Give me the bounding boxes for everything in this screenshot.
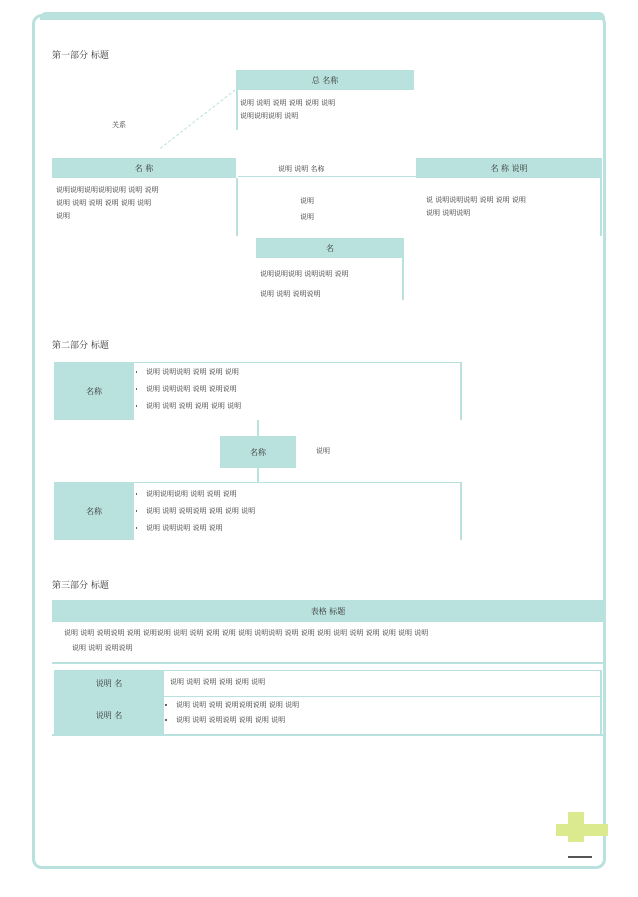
left-box-body <box>56 184 236 234</box>
section-2-mid-label: 名称 <box>220 436 296 468</box>
right-box-line: 说 说明说明说明 说明 说明 说明 <box>426 196 526 204</box>
box-1-top-rule <box>134 362 462 363</box>
table-row-sep <box>164 696 602 697</box>
middle-rule <box>238 176 416 177</box>
right-box-line: 说明 说明说明 <box>426 209 471 217</box>
table-bottom-rule <box>52 734 604 736</box>
middle-word-2: 说明 <box>300 213 314 221</box>
top-box-line: 说明说明说明 说明 <box>240 112 299 120</box>
dashed-connector-label: 关系 <box>112 121 126 129</box>
section-2-box-2-label: 名称 <box>54 482 134 540</box>
list-item: • 说明 说明 说明说明 说明 说明 说明 <box>146 503 462 520</box>
top-box-body <box>240 97 420 137</box>
list-item: • 说明 说明 说明 说明 说明 说明 <box>146 398 462 415</box>
list-item: • 说明说明说明 说明 说明 说明 <box>146 486 462 503</box>
list-item: • 说明 说明说明 说明 说明 <box>146 520 462 537</box>
table-note-line-2: 说明 说明 说明说明 <box>72 644 133 652</box>
middle-label: 说明 说明 名称 <box>278 165 325 173</box>
table-row-2-line: • 说明 说明 说明 说明说明说明 说明 说明 <box>176 698 600 713</box>
list-item: • 说明 说明说明 说明 说明说明 <box>146 381 462 398</box>
section-1-title: 第一部分 标题 <box>52 51 109 61</box>
left-box-line: 说明 <box>56 212 70 220</box>
bottom-box-line: 说明 说明 说明说明 <box>260 290 321 298</box>
corner-decoration-bar <box>556 824 608 836</box>
section-2-mid-side: 说明 <box>316 447 330 455</box>
table-right-border <box>600 670 602 734</box>
bottom-box-line: 说明说明说明 说明说明 说明 <box>260 270 349 278</box>
right-box-body <box>426 194 602 230</box>
table-row-1-label: 说明 名 <box>54 670 164 696</box>
table-header: 表格 标题 <box>52 600 604 622</box>
right-box-header: 名 称 说明 <box>416 158 602 178</box>
connector-down <box>257 468 259 482</box>
bottom-box-header: 名 <box>256 238 404 258</box>
section-2-box-2-body <box>136 486 462 540</box>
section-3-title: 第三部分 标题 <box>52 581 109 591</box>
right-box-border <box>600 178 602 236</box>
bottom-box-border <box>402 258 404 300</box>
corner-mark <box>568 856 592 858</box>
section-2-box-1-label: 名称 <box>54 362 134 420</box>
table-row-2-line: • 说明 说明 说明说明 说明 说明 说明 <box>176 713 600 728</box>
top-box-line: 说明 说明 说明 说明 说明 说明 <box>240 99 336 107</box>
bottom-box-body <box>260 264 400 304</box>
top-box-border <box>236 90 238 130</box>
connector-up <box>257 420 259 436</box>
page-frame <box>32 14 606 869</box>
left-box-header: 名 称 <box>52 158 236 178</box>
table-row-2-label: 说明 名 <box>54 696 164 734</box>
table-row-2-body <box>164 698 600 732</box>
table-note <box>56 626 602 662</box>
table-note-rule <box>52 662 604 664</box>
left-box-line: 说明 说明 说明 说明 说明 说明 <box>56 199 152 207</box>
table-row-1-top-rule <box>164 670 602 671</box>
middle-word-1: 说明 <box>300 197 314 205</box>
section-2-title: 第二部分 标题 <box>52 341 109 351</box>
table-row-1-line: 说明 说明 说明 说明 说明 说明 <box>170 678 266 686</box>
left-box-border <box>236 178 238 236</box>
top-box-header: 总 名称 <box>236 70 414 90</box>
left-box-line: 说明说明说明说明说明 说明 说明 <box>56 186 159 194</box>
list-item: • 说明 说明说明 说明 说明 说明 <box>146 364 462 381</box>
table-row-1-body <box>170 676 600 694</box>
box-2-right-border <box>460 482 462 540</box>
table-note-line: • 说明 说明 说明说明 说明 说明说明 说明 说明 说明 说明 说明 说明说明 说明 说明 说明 说明 说明 说明 说明 说明 说明 <box>64 626 602 641</box>
box-2-top-rule <box>134 482 462 483</box>
section-2-box-1-body <box>136 364 462 420</box>
box-1-right-border <box>460 362 462 420</box>
